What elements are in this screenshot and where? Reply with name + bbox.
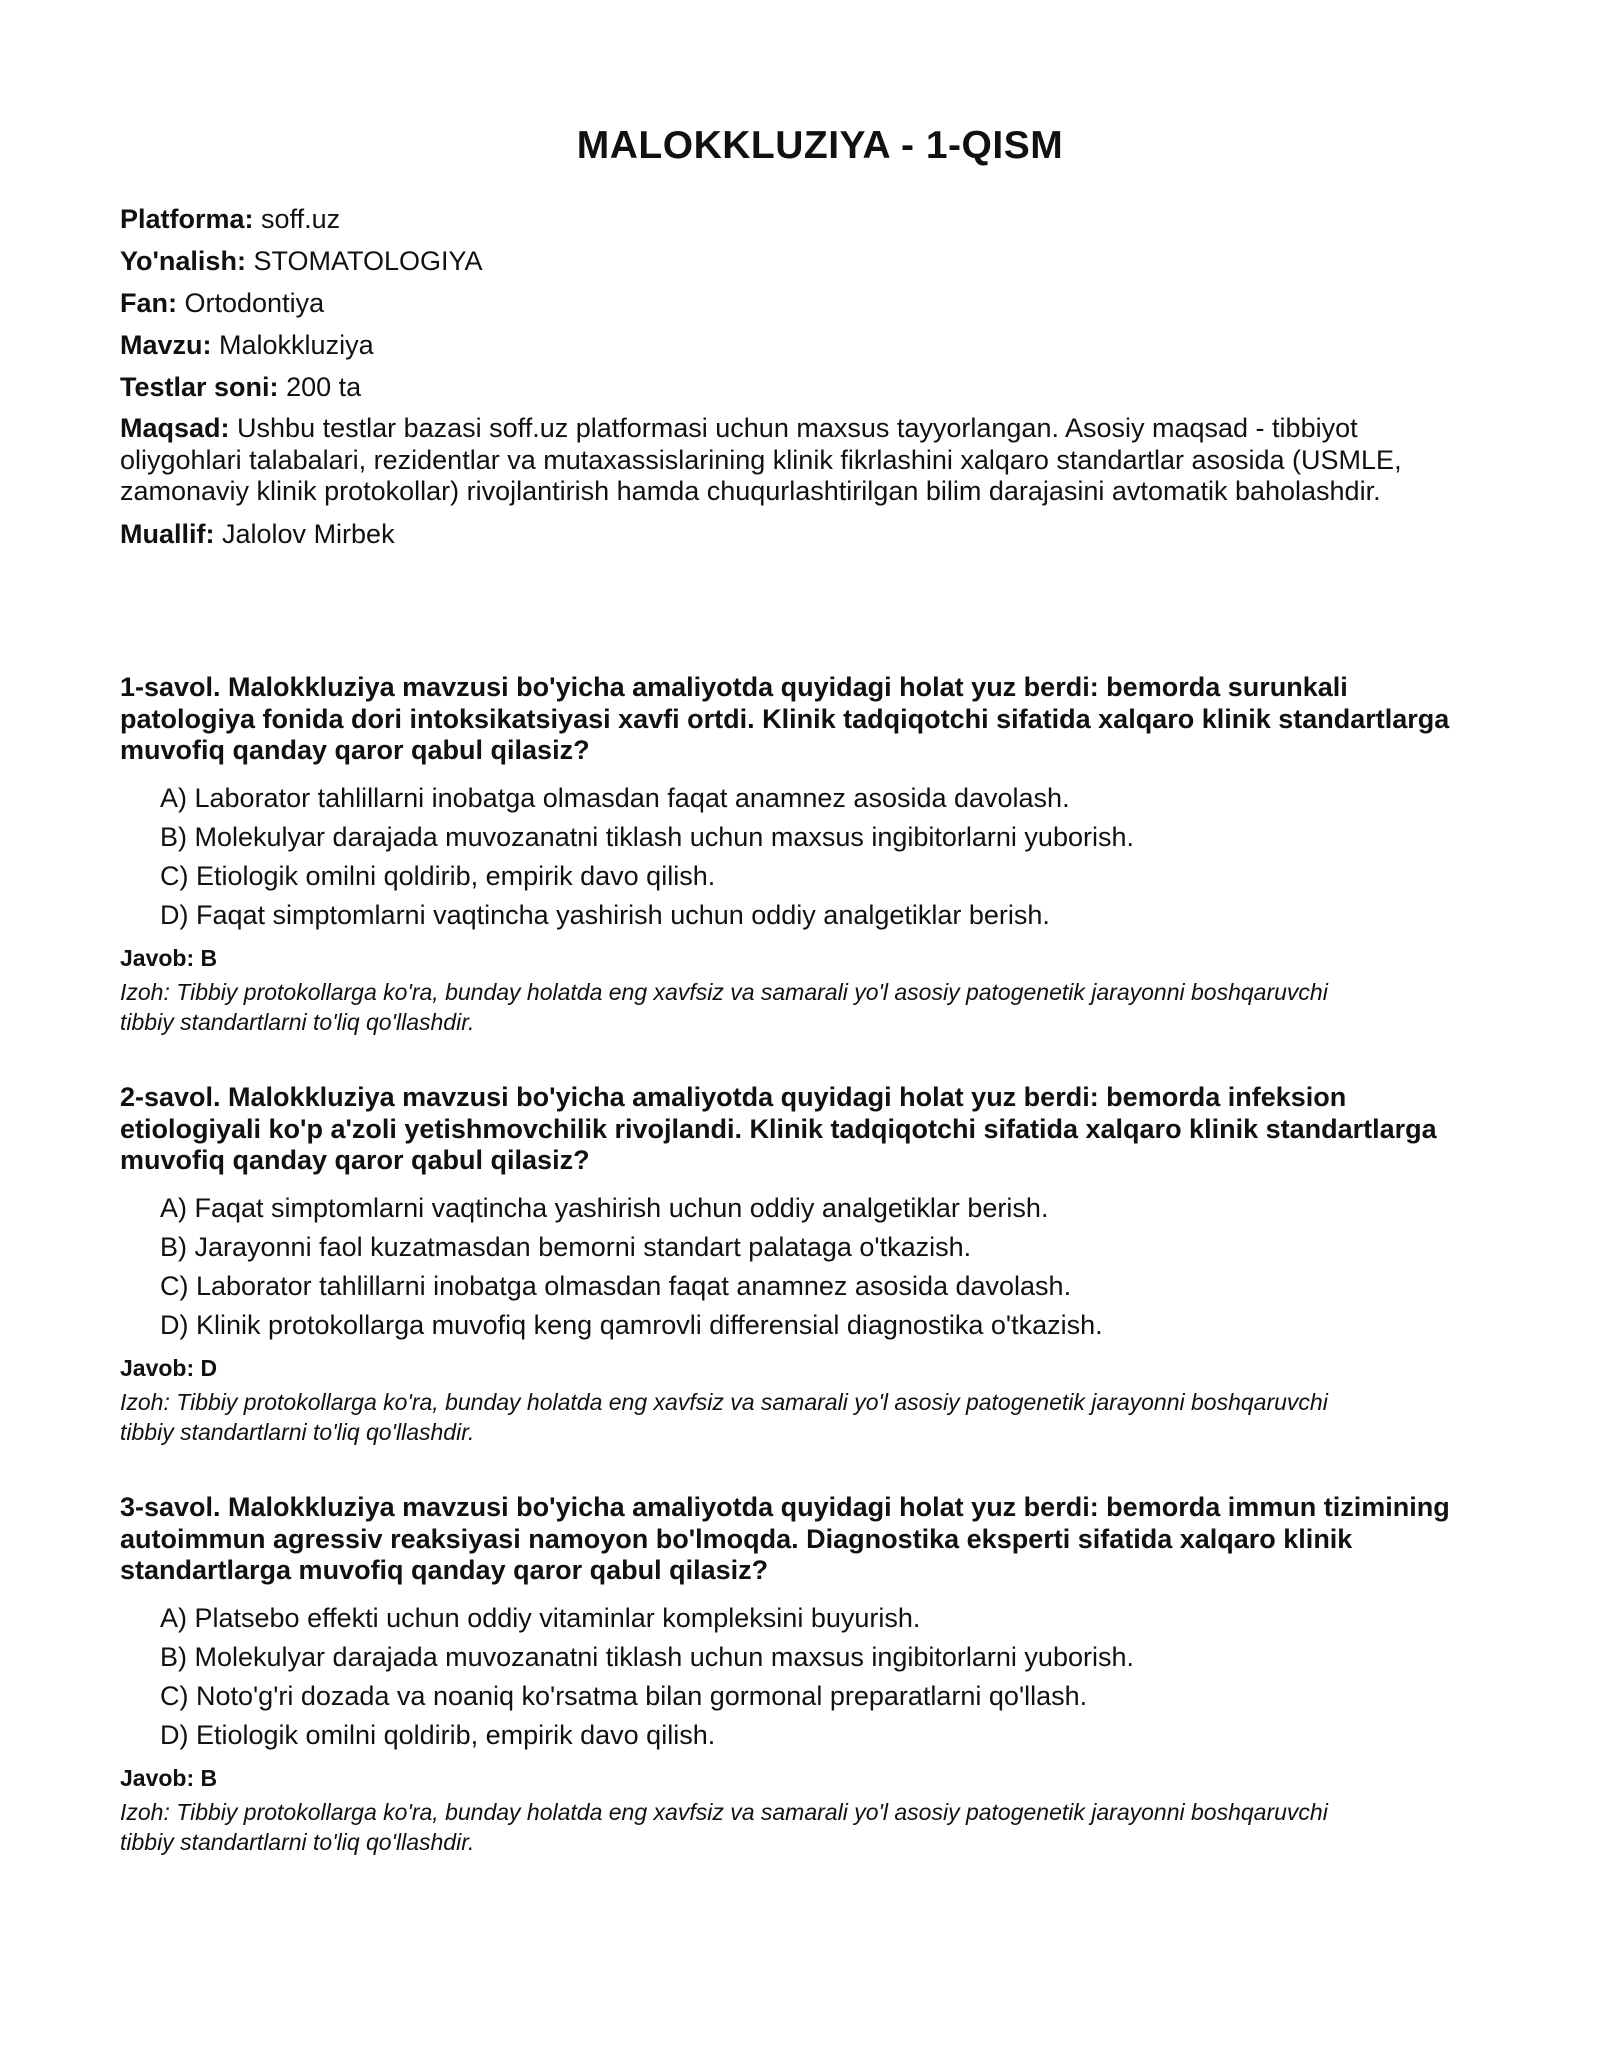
option-b: B) Jarayonni faol kuzatmasdan bemorni standart palataga o'tkazish.: [160, 1231, 972, 1262]
option-b: B) Molekulyar darajada muvozanatni tiklash uchun maxsus ingibitorlarni yuborish.: [160, 821, 1134, 852]
meta-value: Ushbu testlar bazasi soff.uz platformasi uchun maxsus tayyorlangan. Asosiy maqsad - tibbiyot oliygohlari talabalari, rezidentlar va mutaxassislarining klinik fikrlashini xalqaro standartlar asosida (USMLE, zamonaviy klinik protokollar) rivojlantirish hamda chuqurlashtirilgan bilim darajasini avtomatik baholashdir.: [120, 413, 1402, 506]
option-b: B) Molekulyar darajada muvozanatni tiklash uchun maxsus ingibitorlarni yuborish.: [160, 1641, 1134, 1672]
meta-value: STOMATOLOGIYA: [253, 246, 483, 276]
question-text: 1-savol. Malokkluziya mavzusi bo'yicha amaliyotda quyidagi holat yuz berdi: bemorda surunkali patologiya fonida dori intoksikatsiyasi xavfi ortdi. Klinik tadqiqotchi sifatida xalqaro klinik standartlarga muvofiq qanday qaror qabul qilasiz?: [120, 672, 1450, 765]
answer-key: Javob: B: [120, 1764, 218, 1791]
meta-value: Malokkluziya: [219, 330, 374, 360]
meta-muallif: [120, 518, 1450, 550]
option-d: D) Faqat simptomlarni vaqtincha yashirish uchun oddiy analgetiklar berish.: [160, 899, 1050, 930]
meta-label: Fan:: [120, 288, 177, 318]
answer-options: [120, 1189, 1450, 1345]
meta-testlar-soni: [120, 371, 1450, 403]
explanation-note: Izoh: Tibbiy protokollarga ko'ra, bunday holatda eng xavfsiz va samarali yo'l asosiy patogenetik jarayonni boshqaruvchi tibbiy standartlarni to'liq qo'llashdir.: [120, 1798, 1328, 1855]
answer-options: [120, 1599, 1450, 1755]
meta-label: Yo'nalish:: [120, 246, 246, 276]
explanation-note: Izoh: Tibbiy protokollarga ko'ra, bunday holatda eng xavfsiz va samarali yo'l asosiy patogenetik jarayonni boshqaruvchi tibbiy standartlarni to'liq qo'llashdir.: [120, 978, 1328, 1035]
meta-label: Testlar soni:: [120, 372, 279, 402]
meta-label: Muallif:: [120, 518, 215, 549]
meta-platforma: [120, 203, 1450, 235]
meta-label: Platforma:: [120, 204, 254, 234]
option-d: D) Etiologik omilni qoldirib, empirik davo qilish.: [160, 1719, 716, 1750]
meta-mavzu: [120, 329, 1450, 361]
question-1: [120, 672, 1450, 1037]
question-text: 2-savol. Malokkluziya mavzusi bo'yicha amaliyotda quyidagi holat yuz berdi: bemorda infeksion etiologiyali ko'p a'zoli yetishmovchilik rivojlandi. Klinik tadqiqotchi sifatida xalqaro klinik standartlarga muvofiq qanday qaror qabul qilasiz?: [120, 1082, 1437, 1175]
answer-key: Javob: B: [120, 944, 218, 971]
question-3: [120, 1492, 1450, 1857]
option-c: C) Etiologik omilni qoldirib, empirik davo qilish.: [160, 860, 716, 891]
meta-label: Maqsad:: [120, 413, 230, 443]
answer-options: [120, 779, 1450, 935]
answer-key: Javob: D: [120, 1354, 218, 1381]
document-title: MALOKKLUZIYA - 1-QISM: [576, 124, 1064, 167]
explanation-note: Izoh: Tibbiy protokollarga ko'ra, bunday holatda eng xavfsiz va samarali yo'l asosiy patogenetik jarayonni boshqaruvchi tibbiy standartlarni to'liq qo'llashdir.: [120, 1388, 1328, 1445]
option-a: A) Platsebo effekti uchun oddiy vitaminlar kompleksini buyurish.: [160, 1602, 921, 1633]
meta-value: soff.uz: [261, 204, 341, 234]
meta-label: Mavzu:: [120, 330, 212, 360]
question-text: 3-savol. Malokkluziya mavzusi bo'yicha amaliyotda quyidagi holat yuz berdi: bemorda immun tizimining autoimmun agressiv reaksiyasi namoyon bo'lmoqda. Diagnostika eksperti sifatida xalqaro klinik standartlarga muvofiq qanday qaror qabul qilasiz?: [120, 1492, 1450, 1585]
option-c: C) Noto'g'ri dozada va noaniq ko'rsatma bilan gormonal preparatlarni qo'llash.: [160, 1680, 1088, 1711]
meta-value: Jalolov Mirbek: [222, 518, 395, 549]
option-a: A) Laborator tahlillarni inobatga olmasdan faqat anamnez asosida davolash.: [160, 782, 1070, 813]
option-c: C) Laborator tahlillarni inobatga olmasdan faqat anamnez asosida davolash.: [160, 1270, 1072, 1301]
meta-yonalish: [120, 245, 1450, 277]
document-meta: [120, 203, 1450, 560]
meta-value: 200 ta: [286, 372, 362, 402]
question-2: [120, 1082, 1450, 1447]
meta-value: Ortodontiya: [184, 288, 325, 318]
meta-fan: [120, 287, 1450, 319]
option-a: A) Faqat simptomlarni vaqtincha yashirish uchun oddiy analgetiklar berish.: [160, 1192, 1049, 1223]
option-d: D) Klinik protokollarga muvofiq keng qamrovli differensial diagnostika o'tkazish.: [160, 1309, 1103, 1340]
meta-maqsad: [120, 413, 1450, 508]
